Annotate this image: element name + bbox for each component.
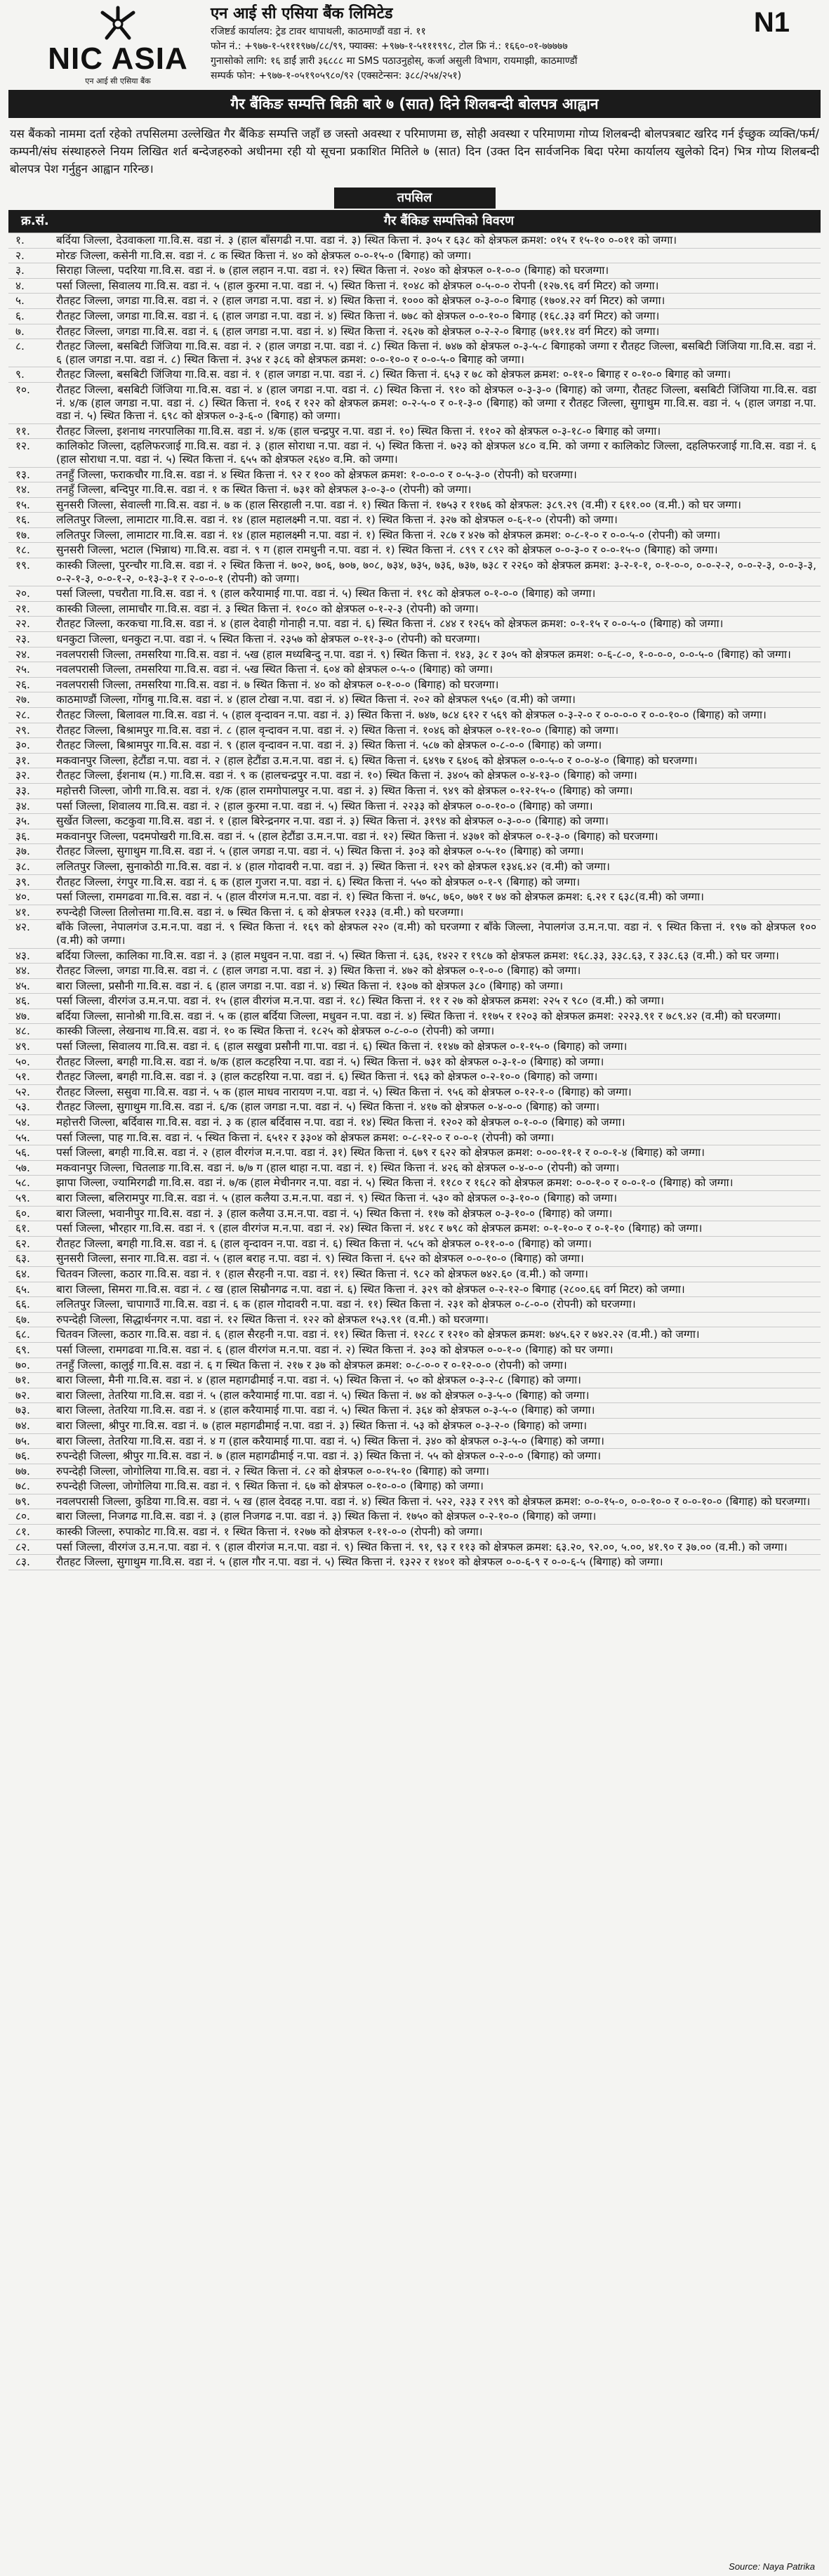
table-row <box>8 1161 821 1176</box>
table-row <box>8 617 821 632</box>
table-row <box>8 1237 821 1252</box>
table-row <box>8 875 821 891</box>
table-row <box>8 1131 821 1146</box>
row-description: बारा जिल्ला, मैनी गा.वि.स. वडा नं. ४ (हाल महागढीमाई न.पा. वडा नं. ५) स्थित कित्ता नं. ५० को क्षेत्रफल ०-३-२-८ (बिगाह) को जग्गा। <box>56 1374 581 1387</box>
row-description: सुर्खेत जिल्ला, कटकुवा गा.वि.स. वडा नं. १ (हाल बिरेन्द्रनगर न.पा. वडा नं. ३) स्थित कित्ता नं. ३१९४ को क्षेत्रफल ०-३-०-० (बिगाह) को जग्गा। <box>56 815 609 828</box>
property-table-body <box>8 232 821 1570</box>
row-description: ललितपुर जिल्ला, लामाटार गा.वि.स. वडा नं. १४ (हाल महालक्ष्मी न.पा. वडा नं. १) स्थित कित्ता नं. ३२७ को क्षेत्रफल ०-६-१-० (रोपनी) को जग्गा। <box>56 513 618 527</box>
row-number: ७५. <box>15 1434 30 1447</box>
table-row <box>8 1358 821 1374</box>
row-description: रुपन्देही जिल्ला, जोगोलिया गा.वि.स. वडा नं. २ स्थित कित्ता नं. ८२ को क्षेत्रफल ०-०-१५-१० (बिगाह) को जग्गा। <box>56 1464 489 1478</box>
table-row <box>8 1449 821 1464</box>
row-description: नवलपरासी जिल्ला, कुडिया गा.वि.स. वडा नं. ५ ख (हाल देवदह न.पा. वडा नं. ४) स्थित कित्ता नं. ५२२, २३३ र २९९ को क्षेत्रफल क्रमश: ०-०-१५-०, ०-०-१०-० र ०-०-१०-० (बिगाह) को घरजग्गा। <box>56 1494 811 1508</box>
row-description: तनहुँ जिल्ला, कालुई गा.वि.स. वडा नं. ६ ग स्थित कित्ता नं. २१७ र ३७ को क्षेत्रफल क्रमश: ०-८-०-० र ०-१२-०-० (रोपनी) को जग्गा। <box>56 1358 567 1372</box>
table-row <box>8 1039 821 1055</box>
row-number: ६५. <box>15 1282 30 1296</box>
table-row <box>8 723 821 739</box>
row-description: बाँके जिल्ला, नेपालगंज उ.म.न.पा. वडा नं. ९ स्थित कित्ता नं. १६९ को क्षेत्रफल २२० (व.मी) को घरजग्गा र बाँके जिल्ला, नेपालगंज उ.म.न.पा. वडा नं. ९ स्थित कित्ता नं. १९७ को क्षेत्रफल १०० (व.मी) को जग्गा। <box>56 921 816 947</box>
column-header-description: गैर बैंकिङ सम्पत्तिको विवरण <box>383 213 515 228</box>
row-description: रौतहट जिल्ला, बगही गा.वि.स. वडा नं. ७/क (हाल कटहरिया न.पा. वडा नं. ५) स्थित कित्ता नं. ७३१ को क्षेत्रफल ०-३-१-० (बिगाह) को जग्गा। <box>56 1055 604 1068</box>
row-description: रौतहट जिल्ला, जगडा गा.वि.स. वडा नं. ८ (हाल जगडा न.पा. वडा नं. ३) स्थित कित्ता नं. ४७२ को क्षेत्रफल ०-१-०-० (बिगाह) को जग्गा। <box>56 964 581 978</box>
row-description: बारा जिल्ला, सिमरा गा.वि.स. वडा नं. ८ ख (हाल सिम्रौनगढ न.पा. वडा नं. ६) स्थित कित्ता नं. ३२९ को क्षेत्रफल ०-२-१२-० बिगाह (२८००.६६ वर्ग मिटर) को जग्गा। <box>56 1282 685 1296</box>
table-header <box>8 210 821 232</box>
row-description: रौतहट जिल्ला, बसबिटी जिंजिया गा.वि.स. वडा नं. ४ (हाल जगडा न.पा. वडा नं. ८) स्थित कित्ता नं. ९१० को क्षेत्रफल ०-३-३-० (बिगाह) को जग्गा, रौतहट जिल्ला, बसबिटी जिंजिया गा.वि.स. वडा नं. ४/क (हाल जगडा न.पा. वडा नं. ८) स्थित कित्ता नं. १०६ र १२२ को क्षेत्रफल क्रमश: ०-२-५-० र ०-१-३-० (बिगाह) को जग्गा र रौतहट जिल्ला, सुगाथुम गा.वि.स. वडा नं. ५ (हाल जगडा न.पा. वडा नं. ५) स्थित कित्ता नं. ६९८ को क्षेत्रफल ०-३-६-० (बिगाह) को जग्गा। <box>56 383 816 423</box>
row-description: मकवानपुर जिल्ला, पदमपोखरी गा.वि.स. वडा नं. ५ (हाल हेटौंडा उ.म.न.पा. वडा नं. १२) स्थित कित्ता नं. ४३७१ को क्षेत्रफल ०-१-३-० (बिगाह) को घरजग्गा। <box>56 829 658 843</box>
row-number: ४३. <box>15 949 30 962</box>
row-description: बारा जिल्ला, श्रीपुर गा.वि.स. वडा नं. ७ (हाल महागढीमाई न.पा. वडा नं. ३) स्थित कित्ता नं. ५३ को क्षेत्रफल ०-३-२-० (बिगाह) को जग्गा। <box>56 1419 588 1432</box>
table-row <box>8 1055 821 1070</box>
row-description: सिराहा जिल्ला, पदरिया गा.वि.स. वडा नं. ७ (हाल लहान न.पा. वडा नं. १२) स्थित कित्ता नं. २०४० को क्षेत्रफल ०-१-०-० (बिगाह) को घरजग्गा। <box>56 264 609 277</box>
row-description: तनहुँ जिल्ला, बन्दिपुर गा.वि.स. वडा नं. १ क स्थित कित्ता नं. ७३१ को क्षेत्रफल ३-०-३-० (रोपनी) को जग्गा। <box>56 483 472 497</box>
table-row <box>8 513 821 528</box>
row-number: ३०. <box>15 739 30 752</box>
table-row <box>8 1251 821 1267</box>
section-label: तपसिल <box>334 188 496 209</box>
row-number: ८०. <box>15 1510 30 1523</box>
row-description: रौतहट जिल्ला, बिलावल गा.वि.स. वडा नं. ५ (हाल वृन्दावन न.पा. वडा नं. ३) स्थित कित्ता नं. ७४७, ७८४ ६१२ र ५६९ को क्षेत्रफल ०-३-२-० र ०-०-०-० र ०-०-१०-० (बिगाह) को जग्गा। <box>56 709 767 721</box>
row-description: झापा जिल्ला, ज्यामिरगढी गा.वि.स. वडा नं. ७/क (हाल मेचीनगर न.पा. वडा नं. ५) स्थित कित्ता नं. ११८० र १६८२ को क्षेत्रफल क्रमश: ०-०-१-० र ०-०-१-० (बिगाह) को जग्गा। <box>56 1176 734 1190</box>
row-number: २९. <box>15 723 30 737</box>
row-number: ६७. <box>15 1313 30 1326</box>
row-number: ७६. <box>15 1450 30 1463</box>
row-number: ७९. <box>15 1494 30 1508</box>
row-number: ४९. <box>15 1040 30 1053</box>
row-description: ललितपुर जिल्ला, सुनाकोठी गा.वि.स. वडा नं. ४ (हाल गोदावरी न.पा. वडा नं. ३) स्थित कित्ता नं. १२९ को क्षेत्रफल १३४६.४२ (व.मी) को जग्गा। <box>56 860 611 873</box>
row-description: पर्सा जिल्ला, वीरगंज उ.म.न.पा. वडा नं. ९ (हाल वीरगंज म.न.पा. वडा नं. ९) स्थित कित्ता नं. ९१, ९३ र ११३ को क्षेत्रफल क्रमश: ६३.२०, ९२.००, ५.००, ४१.९० र ३७.०० (व.मी.) को जग्गा। <box>56 1540 788 1553</box>
notice-intro: यस बैंकको नाममा दर्ता रहेको तपसिलमा उल्लेखित गैर बैंकिङ सम्पत्ति जहाँ छ जस्तो अवस्था र परिमाणमा छ, सोही अवस्था र परिमाणमा गोप्य शिलबन्दी बोलपत्रबाट खरिद गर्न ईच्छुक व्यक्ति/फर्म/कम्पनी/संघ संस्थाहरुले नियम लिखित शर्त बन्देजहरुको अधीनमा रही यो सूचना प्रकाशित मितिले ७ (सात) दिन (उक्त दिन सार्वजनिक बिदा परेमा कार्यालय खुलेको दिन) भित्र गोप्य शिलबन्दी बोलपत्र पेश गर्नुहुन आह्वान गरिन्छ। <box>10 127 819 176</box>
table-row <box>8 1085 821 1100</box>
row-description: रौतहट जिल्ला, सुगाथुम गा.वि.स. वडा नं. ५ (हाल गौर न.पा. वडा नं. ५) स्थित कित्ता नं. १३२२ र १४०१ को क्षेत्रफल ०-०-६-९ र ०-०-६-५ (बिगाह) को जग्गा। <box>56 1556 663 1569</box>
row-description: रौतहट जिल्ला, बसबिटी जिंजिया गा.वि.स. वडा नं. २ (हाल जगडा न.पा. वडा नं. ८) स्थित कित्ता नं. ७४७ को क्षेत्रफल ०-३-५-८ बिगाहको जग्गा र रौतहट जिल्ला, बसबिटी जिंजिया गा.वि.स. वडा नं. ६ (हाल जगडा न.पा. वडा नं. ८) स्थित कित्ता नं. ३५४ र ३८६ को क्षेत्रफल क्रमश: ०-०-१०-० र ०-०-५-० बिगाह को जग्गा। <box>56 340 816 366</box>
table-row <box>8 1327 821 1343</box>
table-row <box>8 632 821 648</box>
row-number: ३६. <box>15 829 30 843</box>
table-row <box>8 1464 821 1480</box>
notice-title: गैर बैंकिङ सम्पत्ति बिक्री बारे ७ (सात) दिने शिलबन्दी बोलपत्र आह्वान <box>8 90 821 118</box>
table-row <box>8 468 821 483</box>
row-number: ७८. <box>15 1480 30 1493</box>
table-row <box>8 784 821 799</box>
row-number: २. <box>15 249 25 262</box>
row-description: बारा जिल्ला, बलिरामपुर गा.वि.स. वडा नं. ५ (हाल कलैया उ.म.न.पा. वडा नं. ९) स्थित कित्ता नं. ५३० को क्षेत्रफल ०-३-१०-० (बिगाह) को जग्गा। <box>56 1192 618 1204</box>
table-row <box>8 424 821 440</box>
table-row <box>8 249 821 264</box>
row-description: बारा जिल्ला, प्रसौनी गा.वि.स. वडा नं. ६ (हाल जगडा न.पा. वडा नं. ४) स्थित कित्ता नं. १३०७ को क्षेत्रफल ३८० (बिगाह) को जग्गा। <box>56 979 564 992</box>
table-row <box>8 1494 821 1510</box>
table-row <box>8 279 821 294</box>
row-number: ७. <box>15 324 25 338</box>
row-number: ५. <box>15 294 25 308</box>
table-row <box>8 768 821 784</box>
column-header-number: क्र.सं. <box>21 213 49 228</box>
row-description: सुनसरी जिल्ला, सनार गा.वि.स. वडा नं. ५ (हाल बराह न.पा. वडा नं. ९) स्थित कित्ता नं. ६५२ को क्षेत्रफल ०-०-१०-० (बिगाह) को जग्गा। <box>56 1252 584 1266</box>
row-number: ४५. <box>15 979 30 992</box>
table-row <box>8 1540 821 1556</box>
table-row <box>8 708 821 723</box>
row-description: रुपन्देही जिल्ला, जोगोलिया गा.वि.स. वडा नं. ९ स्थित कित्ता नं. ६७ को क्षेत्रफल ०-१०-०-० (बिगाह) को जग्गा। <box>56 1480 484 1493</box>
nic-asia-star-icon <box>95 6 140 42</box>
row-number: ५४. <box>15 1116 30 1129</box>
row-number: १३. <box>15 468 30 481</box>
row-description: मोरङ जिल्ला, कसेनी गा.वि.स. वडा नं. ८ क स्थित कित्ता नं. ४० को क्षेत्रफल ०-०-१५-० (बिगाह) को जग्गा। <box>56 249 472 262</box>
row-description: धनकुटा जिल्ला, धनकुटा न.पा. वडा नं. ५ स्थित कित्ता नं. २३५७ को क्षेत्रफल ०-११-३-० (रोपनी) को घरजग्गा। <box>56 633 480 646</box>
row-number: ६४. <box>15 1267 30 1280</box>
table-row <box>8 1373 821 1388</box>
row-number: १८. <box>15 544 30 557</box>
bank-name: एन आई सी एसिया बैंक लिमिटेड <box>211 5 393 22</box>
row-description: नवलपरासी जिल्ला, तमसरिया गा.वि.स. वडा नं. ५ख स्थित कित्ता नं. ६०४ को क्षेत्रफल ०-५-० (बिगाह) को जग्गा। <box>56 663 493 676</box>
table-row <box>8 1282 821 1298</box>
row-number: २५. <box>15 663 30 676</box>
row-number: ६८. <box>15 1328 30 1341</box>
row-description: कालिकोट जिल्ला, दहलिफरजाई गा.वि.स. वडा नं. ३ (हाल सोराधा न.पा. वडा नं. ५) स्थित कित्ता नं. ७२३ को क्षेत्रफल ४८० व.मि. को जग्गा र कालिकोट जिल्ला, दहलिफरजाई गा.वि.स. वडा नं. ६ (हाल सोराधा न.पा. वडा नं. ५) स्थित कित्ता नं. ६५५ को क्षेत्रफल २६४० व.मि. को जग्गा। <box>56 440 816 466</box>
row-description: नवलपरासी जिल्ला, तमसरिया गा.वि.स. वडा नं. ७ स्थित कित्ता नं. ४० को क्षेत्रफल ०-१-०-० (बिगाह) को घरजग्गा। <box>56 678 499 691</box>
table-row <box>8 920 821 948</box>
table-row <box>8 1100 821 1115</box>
row-number: ६६. <box>15 1298 30 1311</box>
table-row <box>8 662 821 678</box>
table-row <box>8 799 821 815</box>
logo-tagline: एन आई सी एसिया बैंक <box>85 77 151 86</box>
row-description: नवलपरासी जिल्ला, तमसरिया गा.वि.स. वडा नं. ५ख (हाल मध्यबिन्दु न.पा. वडा नं. ९) स्थित कित्ता नं. १४३, ३८ र ३०५ को क्षेत्रफल क्रमश: ०-६-८-०, १-०-०-०, ०-०-५-० (बिगाह) को जग्गा। <box>56 648 791 661</box>
row-number: ३. <box>15 264 25 277</box>
row-description: रुपन्देही जिल्ला तिलोत्तमा गा.वि.स. वडा नं. ७ स्थित कित्ता नं. ६ को क्षेत्रफल १२३३ (व.मी.) को घरजग्गा। <box>56 905 464 919</box>
row-number: ३७. <box>15 845 30 858</box>
row-number: १५. <box>15 498 30 511</box>
row-number: ६. <box>15 309 25 322</box>
row-description: रौतहट जिल्ला, रंगपुर गा.वि.स. वडा नं. ६ क (हाल गुजरा न.पा. वडा नं. ६) स्थित कित्ता नं. ५५० को क्षेत्रफल ०-१-९ (बिगाह) को जग्गा। <box>56 875 581 888</box>
table-row <box>8 543 821 558</box>
row-number: ५८. <box>15 1176 30 1190</box>
table-row <box>8 1267 821 1282</box>
row-number: ९. <box>15 368 25 381</box>
table-row <box>8 1388 821 1404</box>
row-description: बर्दिया जिल्ला, देउवाकला गा.वि.स. वडा नं. ३ (हाल बाँसगढी न.पा. वडा नं. ३) स्थित कित्ता नं. ३०५ र ६३८ को क्षेत्रफल क्रमश: ०१५ र १५-१० ०-०११ को जग्गा। <box>56 234 677 247</box>
table-row <box>8 692 821 708</box>
row-number: ६२. <box>15 1237 30 1250</box>
row-description: पर्सा जिल्ला, पाह गा.वि.स. वडा नं. ५ स्थित कित्ता नं. ६५१२ र ३३०४ को क्षेत्रफल क्रमश: ०-८-१२-० र ०-०-१ (रोपनी) को जग्गा। <box>56 1131 555 1144</box>
row-number: ८३. <box>15 1556 30 1569</box>
table-row <box>8 1403 821 1419</box>
row-number: ६०. <box>15 1207 30 1220</box>
table-row <box>8 648 821 663</box>
row-description: चितवन जिल्ला, कठार गा.वि.स. वडा नं. ६ (हाल सैरहनी न.पा. वडा नं. ११) स्थित कित्ता नं. १२८८ र १२१० को क्षेत्रफल क्रमश: ७४५.६२ र ७४२.२२ (व.मी.) को जग्गा। <box>56 1328 700 1341</box>
row-number: ५१. <box>15 1070 30 1084</box>
row-number: ३५. <box>15 815 30 828</box>
row-number: ४१. <box>15 905 30 919</box>
row-description: रौतहट जिल्ला, बगही गा.वि.स. वडा नं. ३ (हाल कटहरिया न.पा. वडा नं. ६) स्थित कित्ता नं. ९६३ को क्षेत्रफल ०-२-१०-० (बिगाह) को जग्गा। <box>56 1070 598 1084</box>
bank-contact-line: सम्पर्क फोन: +९७७-१-०५१९०५९८०/९२ (एक्सटेन्सन: ३८८/२५४/२५१) <box>211 70 462 81</box>
row-description: पर्सा जिल्ला, शिवालय गा.वि.स. वडा नं. २ (हाल कुरमा न.पा. वडा नं. ५) स्थित कित्ता नं. २२३३ को क्षेत्रफल ०-०-१०-० (बिगाह) को जग्गा। <box>56 799 593 813</box>
table-row <box>8 994 821 1009</box>
row-number: १७. <box>15 528 30 541</box>
row-number: ३१. <box>15 754 30 767</box>
table-row <box>8 309 821 324</box>
row-description: पर्सा जिल्ला, रामगढवा गा.वि.स. वडा नं. ६ (हाल वीरगंज म.न.पा. वडा नं. २) स्थित कित्ता नं. ३०३ को क्षेत्रफल ०-०-१-० (बिगाह) को घर जग्गा। <box>56 1343 614 1356</box>
row-description: रौतहट जिल्ला, सुगाथुम गा.वि.स. वडा नं. ५ (हाल जगडा न.पा. वडा नं. ५) स्थित कित्ता नं. ३०३ को क्षेत्रफल ०-५-१० (बिगाह) को जग्गा। <box>56 845 584 858</box>
row-description: रौतहट जिल्ला, इशनाथ नगरपालिका गा.वि.स. वडा नं. ४/क (हाल चन्द्रपुर न.पा. वडा नं. १०) स्थित कित्ता नं. ११०२ को क्षेत्रफल ०-३-१८-० बिगाह को जग्गा। <box>56 424 661 438</box>
row-number: २७. <box>15 693 30 707</box>
table-row <box>8 949 821 964</box>
row-description: पर्सा जिल्ला, वीरगंज उ.म.न.पा. वडा नं. १५ (हाल वीरगंज म.न.पा. वडा नं. १८) स्थित कित्ता नं. ११ र २७ को क्षेत्रफल क्रमश: २२५ र ९८० (व.मी.) को जग्गा। <box>56 994 665 1008</box>
row-description: पर्सा जिल्ला, सिवालय गा.वि.स. वडा नं. ६ (हाल सखुवा प्रसौनी गा.पा. वडा नं. ६) स्थित कित्ता नं. ११४७ को क्षेत्रफल ०-१-१५-० (बिगाह) को जग्गा। <box>56 1040 628 1053</box>
table-row <box>8 1207 821 1222</box>
row-number: १०. <box>15 383 30 396</box>
row-description: काठमाण्डौं जिल्ला, गोंगबु गा.वि.स. वडा नं. ४ (हाल टोखा न.पा. वडा नं. ४) स्थित कित्ता नं. २०२ को क्षेत्रफल ९५६० (व.मी) को जग्गा। <box>56 693 576 707</box>
row-number: ५३. <box>15 1100 30 1114</box>
row-number: ५५. <box>15 1131 30 1144</box>
row-number: १२. <box>15 440 30 453</box>
row-number: २६. <box>15 678 30 691</box>
table-row <box>8 498 821 513</box>
row-description: रुपन्देही जिल्ला, श्रीपुर गा.वि.स. वडा नं. ७ (हाल महागढीमाई न.पा. वडा नं. ३) स्थित कित्ता नं. ५५ को क्षेत्रफल ०-२-०-० (बिगाह) को जग्गा। <box>56 1450 602 1463</box>
row-number: ३८. <box>15 860 30 873</box>
row-description: रौतहट जिल्ला, सुगाथुम गा.वि.स. वडा नं. ६/क (हाल जगडा न.पा. वडा नं. ५) स्थित कित्ता नं. ४१७ को क्षेत्रफल ०-४-०-० (बिगाह) को जग्गा। <box>56 1100 600 1114</box>
row-description: बारा जिल्ला, तेतरिया गा.वि.स. वडा नं. ४ (हाल करैयामाई गा.पा. वडा नं. ५) स्थित कित्ता नं. ३६४ को क्षेत्रफल ०-३-५-० (बिगाह) को जग्गा। <box>56 1404 595 1417</box>
row-number: ८. <box>15 340 25 353</box>
row-number: ३९. <box>15 875 30 888</box>
row-description: रौतहट जिल्ला, जगडा गा.वि.स. वडा नं. २ (हाल जगडा न.पा. वडा नं. ४) स्थित कित्ता नं. १००० को क्षेत्रफल ०-३-०-० बिगाह (१७०४.२२ वर्ग मिटर) को जग्गा। <box>56 294 665 308</box>
row-description: कास्की जिल्ला, लेखनाथ गा.वि.स. वडा नं. १० क स्थित कित्ता नं. १८२५ को क्षेत्रफल ०-८-०-० (रोपनी) को जग्गा। <box>56 1025 495 1038</box>
table-row <box>8 294 821 309</box>
row-number: ७७. <box>15 1464 30 1478</box>
row-description: पर्सा जिल्ला, बगही गा.वि.स. वडा नं. २ (हाल वीरगंज म.न.पा. वडा नं. ३१) स्थित कित्ता नं. ६७९ र ६२२ को क्षेत्रफल क्रमश: ०-००-११-१ र ०-०-१-४ (बिगाह) को जग्गा। <box>56 1146 705 1159</box>
table-row <box>8 754 821 769</box>
row-description: बारा जिल्ला, निजगढ गा.वि.स. वडा नं. ३ (हाल निजगढ न.पा. वडा नं. ३) स्थित कित्ता नं. १७५० को क्षेत्रफल ०-२-१०-० (बिगाह) को जग्गा। <box>56 1510 597 1523</box>
table-row <box>8 1419 821 1434</box>
row-description: महोत्तरी जिल्ला, बर्दिवास गा.वि.स. वडा नं. ३ क (हाल बर्दिवास न.पा. वडा नं. १४) स्थित कित्ता नं. १२०२ को क्षेत्रफल ०-१-०-० (बिगाह) को जग्गा। <box>56 1116 625 1129</box>
row-description: रौतहट जिल्ला, बसबिटी जिंजिया गा.वि.स. वडा नं. १ (हाल जगडा न.पा. वडा नं. ८) स्थित कित्ता नं. ६५३ र ७८ को क्षेत्रफल क्रमश: ०-११-० बिगाह र ०-१०-० बिगाह को जग्गा। <box>56 368 731 381</box>
table-row <box>8 1176 821 1191</box>
table-row <box>8 979 821 994</box>
table-row <box>8 602 821 617</box>
row-number: ७४. <box>15 1419 30 1432</box>
row-description: सुनसरी जिल्ला, भटाल (भिन्नाथ) गा.वि.स. वडा नं. ९ ग (हाल रामधुनी न.पा. वडा नं. १) स्थित कित्ता नं. ८९९ र ८९२ को क्षेत्रफल ०-०-३-० र ०-०-१५-० (बिगाह) को जग्गा। <box>56 544 718 557</box>
table-row <box>8 738 821 754</box>
row-number: ४०. <box>15 891 30 904</box>
table-row <box>8 1009 821 1025</box>
row-number: ४४. <box>15 964 30 978</box>
row-number: ४८. <box>15 1025 30 1038</box>
table-row <box>8 1434 821 1450</box>
row-description: रुपन्देही जिल्ला, सिद्धार्थनगर न.पा. वडा नं. १२ स्थित कित्ता नं. १२२ को क्षेत्रफल १५३.९१ (व.मी.) को घरजग्गा। <box>56 1313 489 1326</box>
table-row <box>8 1555 821 1570</box>
table-row <box>8 367 821 383</box>
row-description: रौतहट जिल्ला, बिश्रामपुर गा.वि.स. वडा नं. ९ (हाल वृन्दावन न.पा. वडा नं. ३) स्थित कित्ता नं. ५८७ को क्षेत्रफल ०-८-०-० (बिगाह) को जग्गा। <box>56 739 602 752</box>
row-number: ४२. <box>15 921 30 934</box>
row-description: मकवानपुर जिल्ला, हेटौंडा न.पा. वडा नं. २ (हाल हेटौंडा उ.म.न.पा. वडा नं. ६) स्थित कित्ता नं. ६४९७ र ६४०६ को क्षेत्रफल ०-०-५-० र ०-०-४-० (बिगाह) को घरजग्गा। <box>56 754 698 767</box>
row-description: पर्सा जिल्ला, भौरहार गा.वि.स. वडा नं. ९ (हाल वीरगंज म.न.पा. वडा नं. २४) स्थित कित्ता नं. ४१८ र ७९८ को क्षेत्रफल क्रमश: ०-१-१०-० र ०-१-१० (बिगाह) को जग्गा। <box>56 1222 703 1235</box>
row-description: पर्सा जिल्ला, रामगढवा गा.वि.स. वडा नं. ५ (हाल वीरगंज म.न.पा. वडा नं. १) स्थित कित्ता नं. ७५८, ७६०, ७७१ र ७४ को क्षेत्रफल क्रमश: ६.२१ र ६३८(व.मी) को जग्गा। <box>56 891 704 904</box>
row-number: २८. <box>15 709 30 721</box>
table-row <box>8 1525 821 1540</box>
row-description: बारा जिल्ला, भवानीपुर गा.वि.स. वडा नं. ३ (हाल कलैया उ.म.न.पा. वडा नं. ५) स्थित कित्ता नं. ११७ को क्षेत्रफल ०-३-१०-० (बिगाह) को जग्गा। <box>56 1207 613 1220</box>
bank-grievance-line: गुनासोको लागि: १६ डाईं ज्ञारी ३६८८८ मा SMS पठाउनुहोस्, कर्जा असुली विभाग, रायमाझी, काठमाण्डौं <box>211 55 578 67</box>
row-description: चितवन जिल्ला, कठार गा.वि.स. वडा नं. १ (हाल सैरहनी न.पा. वडा नं. ११) स्थित कित्ता नं. ९८२ को क्षेत्रफल ७४२.६० (व.मी.) को जग्गा। <box>56 1267 588 1280</box>
row-description: पर्सा जिल्ला, पचरौता गा.वि.स. वडा नं. ९ (हाल करैयामाई गा.पा. वडा नं. ५) स्थित कित्ता नं. १९८ को क्षेत्रफल ०-१-०-० (बिगाह) को जग्गा। <box>56 587 596 600</box>
row-number: ३३. <box>15 784 30 797</box>
row-number: ५७. <box>15 1161 30 1174</box>
row-number: ५२. <box>15 1085 30 1098</box>
table-row <box>8 1221 821 1237</box>
row-number: ४. <box>15 279 25 292</box>
row-number: ३२. <box>15 769 30 782</box>
row-number: ८१. <box>15 1525 30 1539</box>
row-number: २४. <box>15 648 30 661</box>
row-number: २१. <box>15 602 30 615</box>
row-number: १९. <box>15 559 30 572</box>
row-description: मकवानपुर जिल्ला, चितलाङ गा.वि.स. वडा नं. ७/७ ग (हाल थाहा न.पा. वडा नं. १) स्थित कित्ता नं. ४२६ को क्षेत्रफल ०-४-०-० (रोपनी) को जग्गा। <box>56 1161 620 1174</box>
page-header <box>6 0 823 90</box>
row-number: ७३. <box>15 1404 30 1417</box>
bank-logo <box>41 6 195 86</box>
row-number: ११. <box>15 424 30 438</box>
table-row <box>8 814 821 829</box>
row-number: ६१. <box>15 1222 30 1235</box>
logo-text: NIC ASIA <box>48 41 188 76</box>
row-number: ६९. <box>15 1343 30 1356</box>
table-row <box>8 890 821 905</box>
table-row <box>8 829 821 845</box>
table-row <box>8 1509 821 1525</box>
row-number: २२. <box>15 617 30 631</box>
row-number: ७१. <box>15 1374 30 1387</box>
source-credit: Source: Naya Patrika <box>729 2561 815 2572</box>
table-row <box>8 1479 821 1494</box>
table-row <box>8 678 821 693</box>
bank-contact-block <box>211 4 702 84</box>
row-number: ५९. <box>15 1192 30 1204</box>
table-row <box>8 558 821 586</box>
bank-phone-line: फोन नं.: +९७७-१-५१११९७७/८८/९९, फ्याक्स: +९७७-१-५१११९९८, टोल फ्रि नं.: १६६०-०१-७७७७७ <box>211 41 568 52</box>
row-number: २३. <box>15 633 30 646</box>
row-description: महोत्तरी जिल्ला, जोगी गा.वि.स. वडा नं. १/क (हाल रामगोपालपुर न.पा. वडा नं. ३) स्थित कित्ता नं. ९४९ को क्षेत्रफल ०-१२-१५-० (बिगाह) को जग्गा। <box>56 784 633 797</box>
table-row <box>8 860 821 875</box>
row-description: रौतहट जिल्ला, ससुवा गा.वि.स. वडा नं. ५ क (हाल माधव नारायण न.पा. वडा नं. ५) स्थित कित्ता नं. ९५६ को क्षेत्रफल ०-१२-१-० (बिगाह) को जग्गा। <box>56 1085 632 1098</box>
row-description: रौतहट जिल्ला, बगही गा.वि.स. वडा नं. ६ (हाल वृन्दावन न.पा. वडा नं. ६) स्थित कित्ता नं. ५८५ को क्षेत्रफल ०-११-०-० (बिगाह) को जग्गा। <box>56 1237 592 1250</box>
row-number: ५६. <box>15 1146 30 1159</box>
table-row <box>8 1145 821 1161</box>
row-description: सुनसरी जिल्ला, सेवाल्ली गा.वि.स. वडा नं. ७ क (हाल सिरहाली न.पा. वडा नं. १) स्थित कित्ता नं. १७५३ र ११७६ को क्षेत्रफल: ३८९.२९ (व.मी) र ६११.०० (व.मी.) को घर जग्गा। <box>56 498 741 511</box>
row-number: १४. <box>15 483 30 497</box>
row-number: ५०. <box>15 1055 30 1068</box>
table-row <box>8 1313 821 1328</box>
row-description: कास्की जिल्ला, लामाचौर गा.वि.स. वडा नं. ३ स्थित कित्ता नं. १०८० को क्षेत्रफल ०-१-२-३ (रोपनी) को जग्गा। <box>56 602 479 615</box>
row-number: २०. <box>15 587 30 600</box>
row-description: कास्की जिल्ला, रुपाकोट गा.वि.स. वडा नं. १ स्थित कित्ता नं. १२७७ को क्षेत्रफल १-११-०-० (रोपनी) को जग्गा। <box>56 1525 483 1539</box>
row-description: बर्दिया जिल्ला, कालिका गा.वि.स. वडा नं. ३ (हाल मधुवन न.पा. वडा नं. ५) स्थित कित्ता नं. ६३६, १४२२ र १९८७ को क्षेत्रफल क्रमश: १६८.३३, ३३८.६३, र ३३८.६३ (व.मी.) को घर जग्गा। <box>56 949 779 962</box>
row-number: ४६. <box>15 994 30 1008</box>
row-description: ललितपुर जिल्ला, लामाटार गा.वि.स. वडा नं. १४ (हाल महालक्ष्मी न.पा. वडा नं. १) स्थित कित्ता नं. २८७ र ४२७ को क्षेत्रफल क्रमश: ०-८-१-० र ०-०-५-० (रोपनी) को जग्गा। <box>56 528 721 541</box>
row-number: १. <box>15 234 25 247</box>
row-number: ७०. <box>15 1358 30 1372</box>
row-description: रौतहट जिल्ला, जगडा गा.वि.स. वडा नं. ६ (हाल जगडा न.पा. वडा नं. ४) स्थित कित्ता नं. २६२७ को क्षेत्रफल ०-२-२-० बिगाह (७११.१४ वर्ग मिटर) को जग्गा। <box>56 324 660 338</box>
row-number: ८२. <box>15 1540 30 1553</box>
table-row <box>8 528 821 544</box>
row-description: पर्सा जिल्ला, सिवालय गा.वि.स. वडा नं. ५ (हाल कुरमा न.पा. वडा नं. ५) स्थित कित्ता नं. १०४८ को क्षेत्रफल ०-५-०-० रोपनी (१२७.९६ वर्ग मिटर) को जग्गा। <box>56 279 659 292</box>
table-row <box>8 439 821 467</box>
table-row <box>8 1024 821 1039</box>
table-row <box>8 905 821 921</box>
sheet-id: N1 <box>753 7 790 38</box>
row-number: ४७. <box>15 1009 30 1023</box>
row-description: रौतहट जिल्ला, ईशनाथ (म.) गा.वि.स. वडा नं. ९ क (हालचन्द्रपुर न.पा. वडा नं. १०) स्थित कित्ता नं. ३४०५ को क्षेत्रफल ०-४-१३-० (बिगाह) को जग्गा। <box>56 769 637 782</box>
row-description: बर्दिया जिल्ला, सानोश्री गा.वि.स. वडा नं. ५ क (हाल बर्दिया जिल्ला, मधुवन न.पा. वडा नं. ४) स्थित कित्ता नं. ११७५ र १२०३ को क्षेत्रफल क्रमश: २२२३.९१ र ७८९.४२ (व.मी) को घरजग्गा। <box>56 1009 781 1023</box>
table-row <box>8 844 821 860</box>
table-row <box>8 383 821 424</box>
table-row <box>8 964 821 979</box>
table-row <box>8 1070 821 1085</box>
table-row <box>8 1191 821 1207</box>
table-row <box>8 263 821 279</box>
row-description: ललितपुर जिल्ला, चापागाउँ गा.वि.स. वडा नं. ६ क (हाल गोदावरी न.पा. वडा नं. ११) स्थित कित्ता नं. २३१ को क्षेत्रफल ०-८-०-० (रोपनी) को घरजग्गा। <box>56 1298 636 1311</box>
row-description: बारा जिल्ला, तेतरिया गा.वि.स. वडा नं. ५ (हाल करैयामाई गा.पा. वडा नं. ५) स्थित कित्ता नं. ७४ को क्षेत्रफल ०-३-५-० (बिगाह) को जग्गा। <box>56 1388 590 1402</box>
row-number: १६. <box>15 513 30 527</box>
table-row <box>8 1297 821 1313</box>
table-row <box>8 482 821 498</box>
row-description: रौतहट जिल्ला, जगडा गा.वि.स. वडा नं. ६ (हाल जगडा न.पा. वडा नं. ४) स्थित कित्ता नं. ७७८ को क्षेत्रफल ०-०-१०-० बिगाह (१६८.३३ वर्ग मिटर) को जग्गा। <box>56 309 660 322</box>
table-row <box>8 324 821 340</box>
row-number: ७२. <box>15 1388 30 1402</box>
row-description: बारा जिल्ला, तेतरिया गा.वि.स. वडा नं. ४ ग (हाल करैयामाई गा.पा. वडा नं. ५) स्थित कित्ता नं. ३४० को क्षेत्रफल ०-३-५-० (बिगाह) को जग्गा। <box>56 1434 604 1447</box>
table-row <box>8 233 821 249</box>
row-number: ३४. <box>15 799 30 813</box>
row-number: ६३. <box>15 1252 30 1266</box>
bank-address-line: रजिष्टर्ड कार्यालय: ट्रेड टावर थापाथली, काठमाण्डौं वडा नं. ११ <box>211 26 426 37</box>
row-description: रौतहट जिल्ला, बिश्रामपुर गा.वि.स. वडा नं. ८ (हाल वृन्दावन न.पा. वडा नं. २) स्थित कित्ता नं. १०४६ को क्षेत्रफल ०-११-१०-० (बिगाह) को जग्गा। <box>56 723 619 737</box>
row-description: तनहुँ जिल्ला, फराकचौर गा.वि.स. वडा नं. ४ स्थित कित्ता नं. ९२ र १०० को क्षेत्रफल क्रमश: १-०-०-० र ०-५-३-० (रोपनी) को घरजग्गा। <box>56 468 577 481</box>
table-row <box>8 1343 821 1358</box>
row-description: कास्की जिल्ला, पुरन्चौर गा.वि.स. वडा नं. २ स्थित कित्ता नं. ७०२, ७०६, ७०७, ७०८, ७३४, ७३५, ७३६, ७३७, ७३८ र २२६० को क्षेत्रफल क्रमश: ३-२-१-१, ०-१-०-०, ०-०-२-२, ०-०-२-३, ०-०-३-३, ०-२-१-३, ०-०-१-२, ०-१३-३-१ र २-०-०-१ (रोपनी) को जग्गा। <box>56 559 816 585</box>
table-row <box>8 586 821 602</box>
table-row <box>8 1115 821 1131</box>
table-row <box>8 339 821 367</box>
row-description: रौतहट जिल्ला, करकचा गा.वि.स. वडा नं. ४ (हाल देवाही गोनाही न.पा. वडा नं. ६) स्थित कित्ता नं. ८४४ र १२६५ को क्षेत्रफल क्रमश: ०-१-१५ र ०-०-५-० (बिगाह) को जग्गा। <box>56 617 724 631</box>
